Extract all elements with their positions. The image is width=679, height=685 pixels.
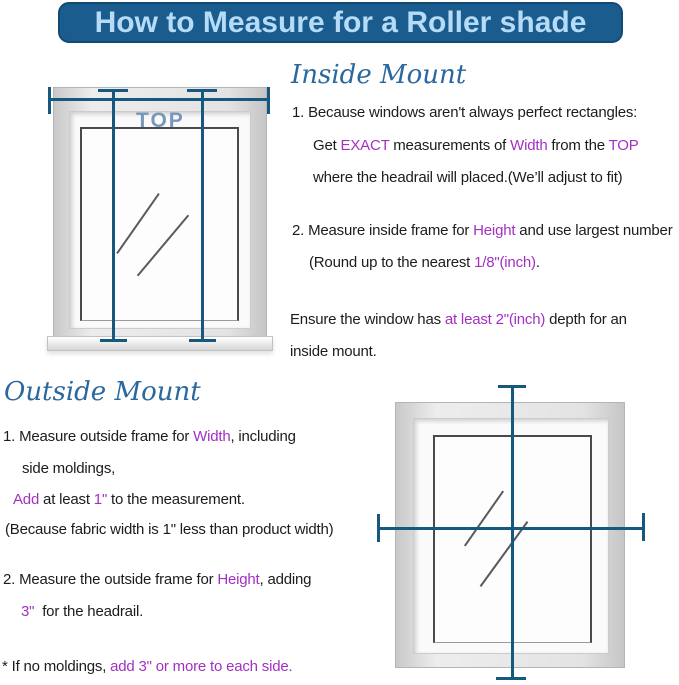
outside-mount-heading: Outside Mount [4,377,201,407]
drop-measure-left-bottom-cap [100,339,127,342]
outside-step1-line1: 1. Measure outside frame for Width, including [3,428,296,445]
width-measure-right-cap [267,87,270,114]
width-measure-left-cap [377,514,380,542]
drop-measure-right-bottom-cap [189,339,216,342]
glass-reflection-line [116,193,160,254]
height-measure-bottom-cap [496,677,526,680]
height-measure-line [511,386,514,680]
inside-mount-heading: Inside Mount [291,60,467,90]
outside-mount-window-illustration [395,402,625,668]
inside-depth-line2: inside mount. [290,343,377,360]
width-measure-line [48,98,270,101]
outside-step1-line2: side moldings, [22,460,116,477]
outside-step1-line4: (Because fabric width is 1" less than product width) [5,521,334,538]
title-banner [58,2,623,43]
inside-step1-line3: where the headrail will placed.(We’ll adjust to fit) [313,169,623,186]
glass-reflection-line [480,521,529,587]
inside-step1-line2: Get EXACT measurements of Width from the TOP [313,137,639,154]
outside-mount-note: * If no moldings, add 3" or more to each side. [2,658,293,675]
page-title: How to Measure for a Roller shade [94,5,587,39]
width-measure-line [378,527,644,530]
window-sill [47,336,273,351]
inside-step2-line2: (Round up to the nearest 1/8"(inch). [309,254,540,271]
drop-measure-right-top-cap [187,89,217,92]
outside-step1-line3: Add at least 1" to the measurement. [13,491,245,508]
width-measure-right-cap [642,513,645,541]
drop-measure-line-left [112,91,115,342]
inside-depth-line1: Ensure the window has at least 2"(inch) depth for an [290,311,627,328]
glass-reflection-line [464,490,504,546]
outside-step2-line2: 3" for the headrail. [21,603,144,620]
outside-step2-line1: 2. Measure the outside frame for Height, adding [3,571,312,588]
inside-step1-line1: 1. Because windows aren't always perfect rectangles: [292,104,638,121]
height-measure-top-cap [498,385,526,388]
top-label: TOP [136,109,185,132]
window-glass [80,127,239,321]
width-measure-left-cap [48,87,51,114]
drop-measure-left-top-cap [98,89,128,92]
glass-reflection-line [137,215,189,277]
inside-step2-line1: 2. Measure inside frame for Height and use largest number [292,222,673,239]
drop-measure-line-right [201,91,204,342]
